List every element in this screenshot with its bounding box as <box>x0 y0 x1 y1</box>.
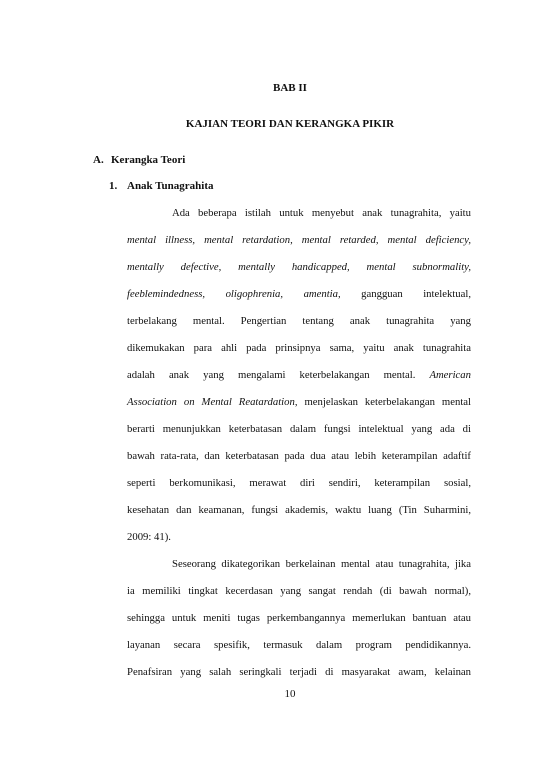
paragraph-line: ia memiliki tingkat kecerdasan yang sangat rendah (di bawah normal), <box>127 585 471 597</box>
subsection-label: Anak Tunagrahita <box>127 180 214 192</box>
paragraph-line: layanan secara spesifik, termasuk dalam program pendidikannya. <box>127 639 471 651</box>
italic-term: feeblemindedness, <box>127 288 206 300</box>
paragraph-line <box>127 395 471 409</box>
paragraph-line: terbelakang mental. Pengertian tentang anak tunagrahita yang <box>127 315 471 327</box>
section-number: A. <box>93 154 104 166</box>
chapter-title: KAJIAN TEORI DAN KERANGKA PIKIR <box>185 118 395 130</box>
paragraph-line <box>127 233 471 247</box>
italic-term: American <box>429 369 471 381</box>
section-label: Kerangka Teori <box>111 154 186 166</box>
paragraph-line: kesehatan dan keamanan, fungsi akademis, waktu luang (Tin Suharmini, <box>127 504 471 516</box>
subsection-number: 1. <box>109 180 118 192</box>
italic-terms: mentally defective, mentally handicapped, mental subnormality, <box>127 261 471 273</box>
paragraph-line: berarti menunjukkan keterbatasan dalam fungsi intelektual yang ada di <box>127 423 471 435</box>
plain-text: adalah anak yang mengalami keterbelakangan mental. <box>127 369 416 381</box>
italic-term: amentia, <box>303 288 341 300</box>
section-heading <box>93 154 185 166</box>
page-number: 10 <box>284 688 296 700</box>
paragraph-line: bawah rata-rata, dan keterbatasan pada dua atau lebih keterampilan adaftif <box>127 450 471 462</box>
paragraph-line <box>127 287 471 301</box>
paragraph-line: Ada beberapa istilah untuk menyebut anak tunagrahita, yaitu <box>172 207 471 219</box>
paragraph-line: seperti berkomunikasi, merawat diri sendiri, keterampilan sosial, <box>127 477 471 489</box>
italic-term: Association on Mental Reatardation <box>127 396 295 408</box>
paragraph-line: Penafsiran yang salah seringkali terjadi di masyarakat awam, kelainan <box>127 666 471 678</box>
italic-term: oligophrenia, <box>225 288 284 300</box>
subsection-heading <box>109 180 214 192</box>
plain-text: gangguan intelektual, <box>361 288 471 300</box>
paragraph-line: sehingga untuk meniti tugas perkembangannya memerlukan bantuan atau <box>127 612 471 624</box>
plain-text: , menjelaskan keterbelakangan mental <box>294 396 471 408</box>
paragraph-line <box>127 260 471 274</box>
paragraph-line: 2009: 41). <box>127 531 171 543</box>
paragraph-line: Seseorang dikategorikan berkelainan mental atau tunagrahita, jika <box>172 558 471 570</box>
chapter-heading: BAB II <box>273 82 307 94</box>
italic-terms: mental illness, mental retardation, mental retarded, mental deficiency, <box>127 234 471 246</box>
paragraph-line: dikemukakan para ahli pada prinsipnya sama, yaitu anak tunagrahita <box>127 342 471 354</box>
paragraph-line <box>127 368 471 382</box>
